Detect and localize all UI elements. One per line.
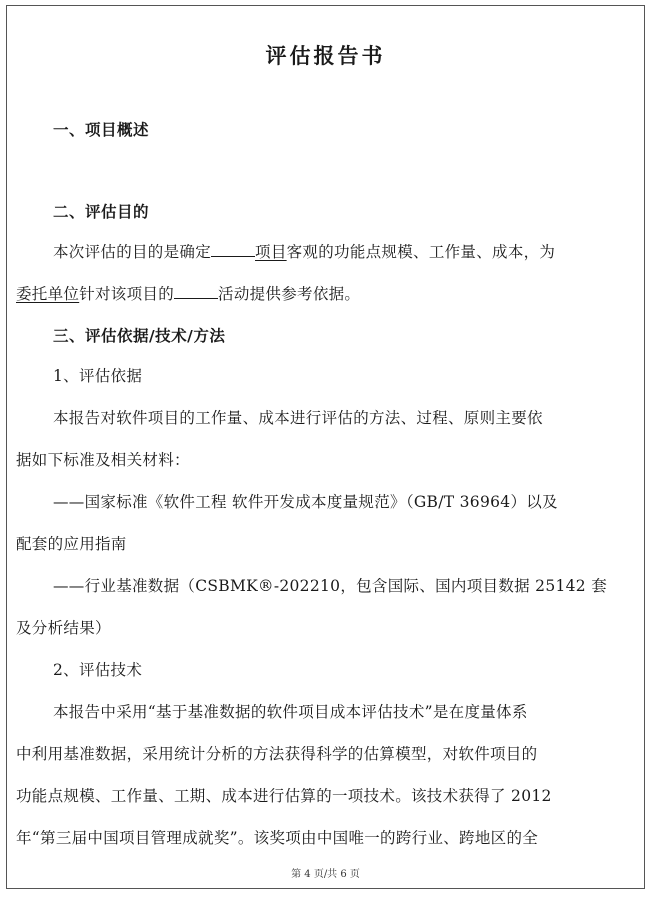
- subheading-basis: 1、评估依据: [53, 367, 143, 385]
- blank-field: [174, 297, 218, 299]
- section-heading-basis: 三、评估依据/技术/方法: [53, 327, 226, 345]
- blank-field: [211, 255, 255, 257]
- basis-line-3: ——国家标准《软件工程 软件开发成本度量规范》（GB/T 36964）以及: [53, 493, 558, 511]
- section-heading-overview: 一、项目概述: [53, 121, 150, 139]
- page-title: 评估报告书: [265, 43, 386, 68]
- basis-line-6: 及分析结果）: [16, 619, 111, 637]
- subheading-technique: 2、评估技术: [53, 661, 143, 679]
- purpose-text: 本次评估的目的是确定: [53, 243, 212, 261]
- basis-line-5: ——行业基准数据（CSBMK®-202210，包含国际、国内项目数据 25142 套: [53, 577, 607, 595]
- page-number-footer: 第 4 页/共 6 页: [291, 869, 360, 880]
- project-underlined: 项目: [255, 243, 287, 261]
- basis-line-1: 本报告对软件项目的工作量、成本进行评估的方法、过程、原则主要依: [53, 409, 543, 427]
- tech-line-1: 本报告中采用“基于基准数据的软件项目成本评估技术”是在度量体系: [53, 703, 528, 721]
- basis-line-4: 配套的应用指南: [16, 535, 127, 553]
- purpose-text: 客观的功能点规模、工作量、成本，为: [286, 243, 556, 261]
- purpose-text: 活动提供参考依据。: [218, 285, 361, 303]
- purpose-line-1: [53, 240, 555, 262]
- basis-line-2: 据如下标准及相关材料：: [16, 451, 190, 469]
- purpose-line-2: [16, 282, 360, 304]
- document-page: [6, 5, 645, 889]
- tech-line-2: 中利用基准数据，采用统计分析的方法获得科学的估算模型，对软件项目的: [16, 745, 538, 763]
- client-underlined: 委托单位: [16, 285, 80, 303]
- tech-line-3: 功能点规模、工作量、工期、成本进行估算的一项技术。该技术获得了 2012: [16, 787, 552, 805]
- purpose-text: 针对该项目的: [79, 285, 175, 303]
- section-heading-purpose: 二、评估目的: [53, 203, 150, 221]
- tech-line-4: 年“第三届中国项目管理成就奖”。该奖项由中国唯一的跨行业、跨地区的全: [16, 829, 539, 847]
